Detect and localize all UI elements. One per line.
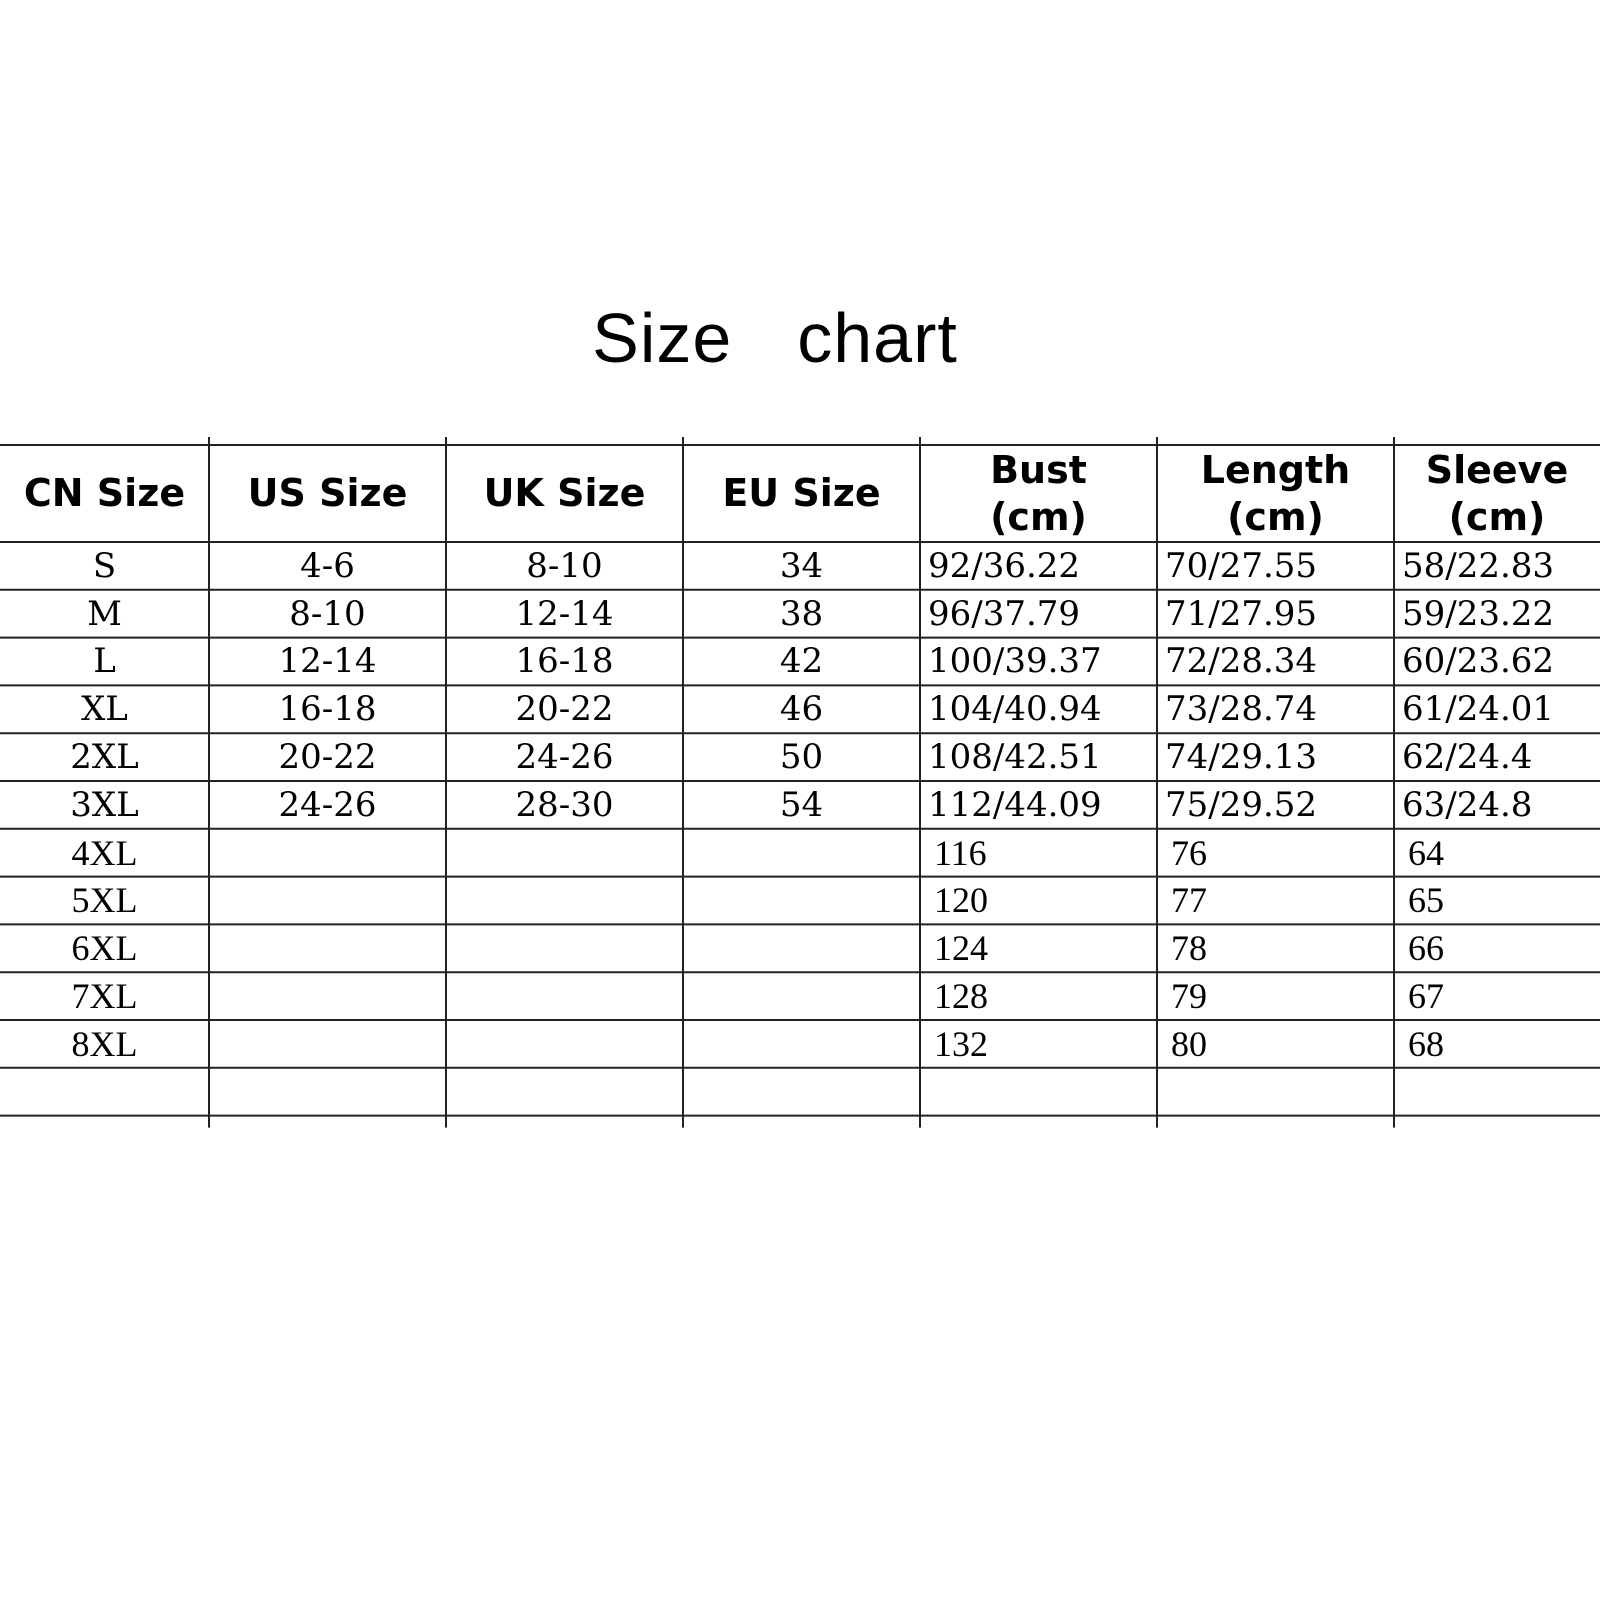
table-cell [1394, 1068, 1600, 1116]
table-cell [683, 924, 920, 972]
table-cell [446, 877, 683, 925]
table-cell: 120 [934, 880, 988, 921]
table-cell: 4-6 [300, 545, 355, 586]
column-header [446, 445, 683, 542]
table-cell: 80 [1171, 1023, 1207, 1064]
table-cell: 100/39.37 [928, 641, 1102, 682]
table-cell [446, 924, 683, 972]
table-cell [446, 829, 683, 877]
column-header-line1: EU Size [722, 471, 881, 515]
table-cell [683, 1068, 920, 1116]
table-cell: 8XL [71, 1023, 138, 1064]
table-cell: 58/22.83 [1402, 545, 1555, 586]
table-cell: 112/44.09 [928, 784, 1102, 825]
table-cell: 5XL [71, 880, 138, 921]
table-cell [1157, 1068, 1394, 1116]
page-title: Size chart [592, 299, 958, 377]
table-cell: 116 [934, 832, 987, 873]
table-cell [209, 877, 446, 925]
table-cell: 96/37.79 [928, 593, 1081, 634]
column-header-unit: (cm) [990, 494, 1087, 539]
table-cell: 74/29.13 [1165, 737, 1318, 778]
table-cell: 104/40.94 [928, 689, 1102, 730]
table-cell: 79 [1171, 976, 1207, 1017]
table-cell [683, 877, 920, 925]
table-cell: 6XL [71, 928, 138, 969]
table-cell [683, 972, 920, 1020]
table-cell [209, 972, 446, 1020]
table-cell: 61/24.01 [1402, 689, 1555, 730]
table-cell [0, 1068, 209, 1116]
table-cell: 108/42.51 [928, 737, 1102, 778]
table-cell [920, 1068, 1157, 1116]
table-cell [209, 1020, 446, 1068]
table-cell: 70/27.55 [1165, 545, 1318, 586]
table-cell [446, 972, 683, 1020]
table-cell: 128 [934, 976, 988, 1017]
table-cell: 64 [1408, 832, 1444, 873]
table-cell: L [93, 641, 116, 682]
table-cell: 8-10 [289, 593, 366, 634]
table-cell [209, 1068, 446, 1116]
table-cell: 46 [779, 689, 824, 730]
table-cell: 3XL [70, 784, 139, 825]
table-cell: 132 [934, 1023, 988, 1064]
table-cell [683, 829, 920, 877]
table-cell: 66 [1408, 928, 1444, 969]
table-cell: 78 [1171, 928, 1207, 969]
table-cell: 20-22 [515, 689, 614, 730]
column-header-line1: Length [1200, 447, 1351, 492]
table-cell: 76 [1171, 832, 1207, 873]
table-cell: 34 [779, 545, 824, 586]
table-cell: 72/28.34 [1165, 641, 1318, 682]
column-header-line1: CN Size [23, 471, 186, 515]
column-header [683, 445, 920, 542]
table-cell: 28-30 [515, 784, 614, 825]
column-header-unit: (cm) [1227, 494, 1324, 539]
table-cell: 73/28.74 [1165, 689, 1318, 730]
column-header [209, 445, 446, 542]
table-cell: 24-26 [515, 737, 614, 778]
column-header [1394, 445, 1600, 542]
column-header [0, 445, 209, 542]
table-cell: 67 [1408, 976, 1444, 1017]
table-cell: 59/23.22 [1402, 593, 1555, 634]
table-cell: 54 [779, 784, 824, 825]
column-header-line1: Sleeve [1425, 447, 1569, 492]
table-cell [683, 1020, 920, 1068]
column-header-line1: US Size [247, 471, 408, 515]
table-cell: 124 [934, 928, 988, 969]
table-cell: 77 [1171, 880, 1207, 921]
table-cell: S [92, 545, 117, 586]
table-cell: 24-26 [278, 784, 377, 825]
table-cell: 4XL [71, 832, 138, 873]
column-header [1157, 445, 1394, 542]
table-cell: 63/24.8 [1402, 784, 1533, 825]
table-cell: 92/36.22 [928, 545, 1081, 586]
table-cell: 60/23.62 [1402, 641, 1555, 682]
table-cell: 68 [1408, 1023, 1444, 1064]
column-header-line1: Bust [990, 447, 1087, 492]
table-cell: M [87, 593, 122, 634]
table-cell: 42 [779, 641, 824, 682]
table-cell: 75/29.52 [1165, 784, 1318, 825]
table-cell: 50 [779, 737, 824, 778]
table-cell: 16-18 [515, 641, 614, 682]
table-cell: 12-14 [278, 641, 377, 682]
table-cell [446, 1020, 683, 1068]
table-cell: 20-22 [278, 737, 377, 778]
table-cell: 12-14 [515, 593, 614, 634]
table-cell: 62/24.4 [1402, 737, 1533, 778]
column-header-line1: UK Size [483, 471, 646, 515]
table-cell [209, 829, 446, 877]
column-header-unit: (cm) [1448, 494, 1546, 539]
table-cell [209, 924, 446, 972]
table-cell: 2XL [70, 737, 139, 778]
table-cell: XL [81, 689, 128, 730]
table-cell: 8-10 [526, 545, 603, 586]
table-cell: 16-18 [278, 689, 377, 730]
column-header [920, 445, 1157, 542]
table-cell: 65 [1408, 880, 1444, 921]
table-cell: 71/27.95 [1165, 593, 1318, 634]
table-cell: 38 [779, 593, 824, 634]
table-cell: 7XL [71, 976, 138, 1017]
table-cell [446, 1068, 683, 1116]
